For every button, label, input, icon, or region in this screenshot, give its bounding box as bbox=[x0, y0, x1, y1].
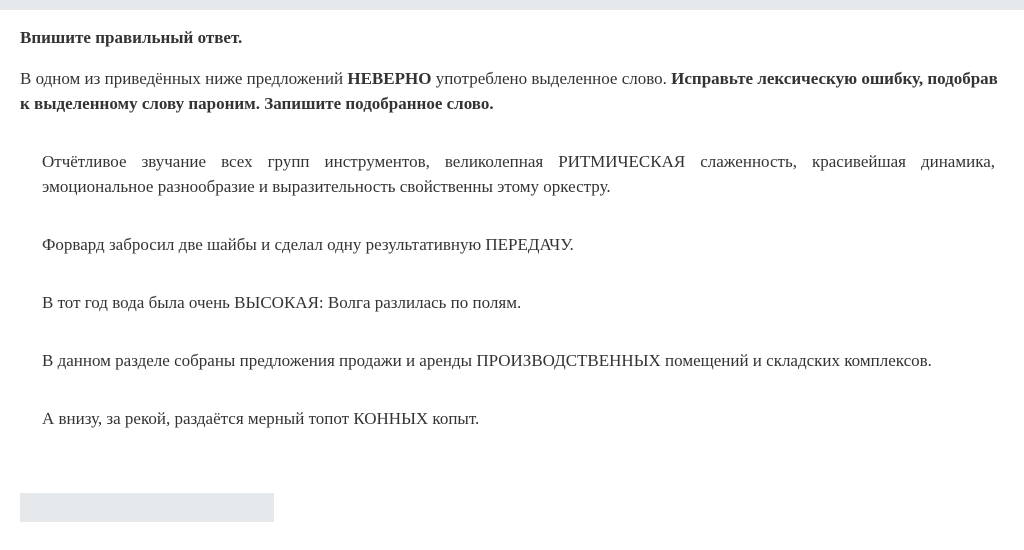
task-text-part1: В одном из приведённых ниже предложений bbox=[20, 69, 348, 88]
sentence-item: Отчётливое звучание всех групп инструментов, великолепная РИТМИЧЕСКАЯ слаженность, красивейшая динамика, эмоциональное разнообразие и выразительность свойственны этому оркестру. bbox=[42, 152, 995, 196]
task-emphasis: НЕВЕРНО bbox=[347, 69, 432, 88]
task-instruction: Впишите правильный ответ. bbox=[20, 28, 243, 47]
top-bar bbox=[0, 0, 1024, 10]
task-container bbox=[20, 26, 1003, 464]
task-text-part2: употреблено выделенное слово. bbox=[431, 69, 672, 88]
sentence-item: Форвард забросил две шайбы и сделал одну результативную ПЕРЕДАЧУ. bbox=[42, 235, 574, 254]
task-bold-line2: к выделенному слову пароним. Запишите подобранное слово. bbox=[20, 94, 494, 113]
task-bold-line1: Исправьте лексическую ошибку, подобрав bbox=[671, 69, 998, 88]
sentence-item: А внизу, за рекой, раздаётся мерный топот КОННЫХ копыт. bbox=[42, 409, 480, 428]
sentence-item: В тот год вода была очень ВЫСОКАЯ: Волга разлилась по полям. bbox=[42, 293, 522, 312]
sentence-list bbox=[20, 149, 995, 431]
answer-input[interactable] bbox=[20, 493, 274, 522]
sentence-item: В данном разделе собраны предложения продажи и аренды ПРОИЗВОДСТВЕННЫХ помещений и складских комплексов. bbox=[42, 351, 932, 370]
task-description bbox=[20, 66, 1003, 116]
